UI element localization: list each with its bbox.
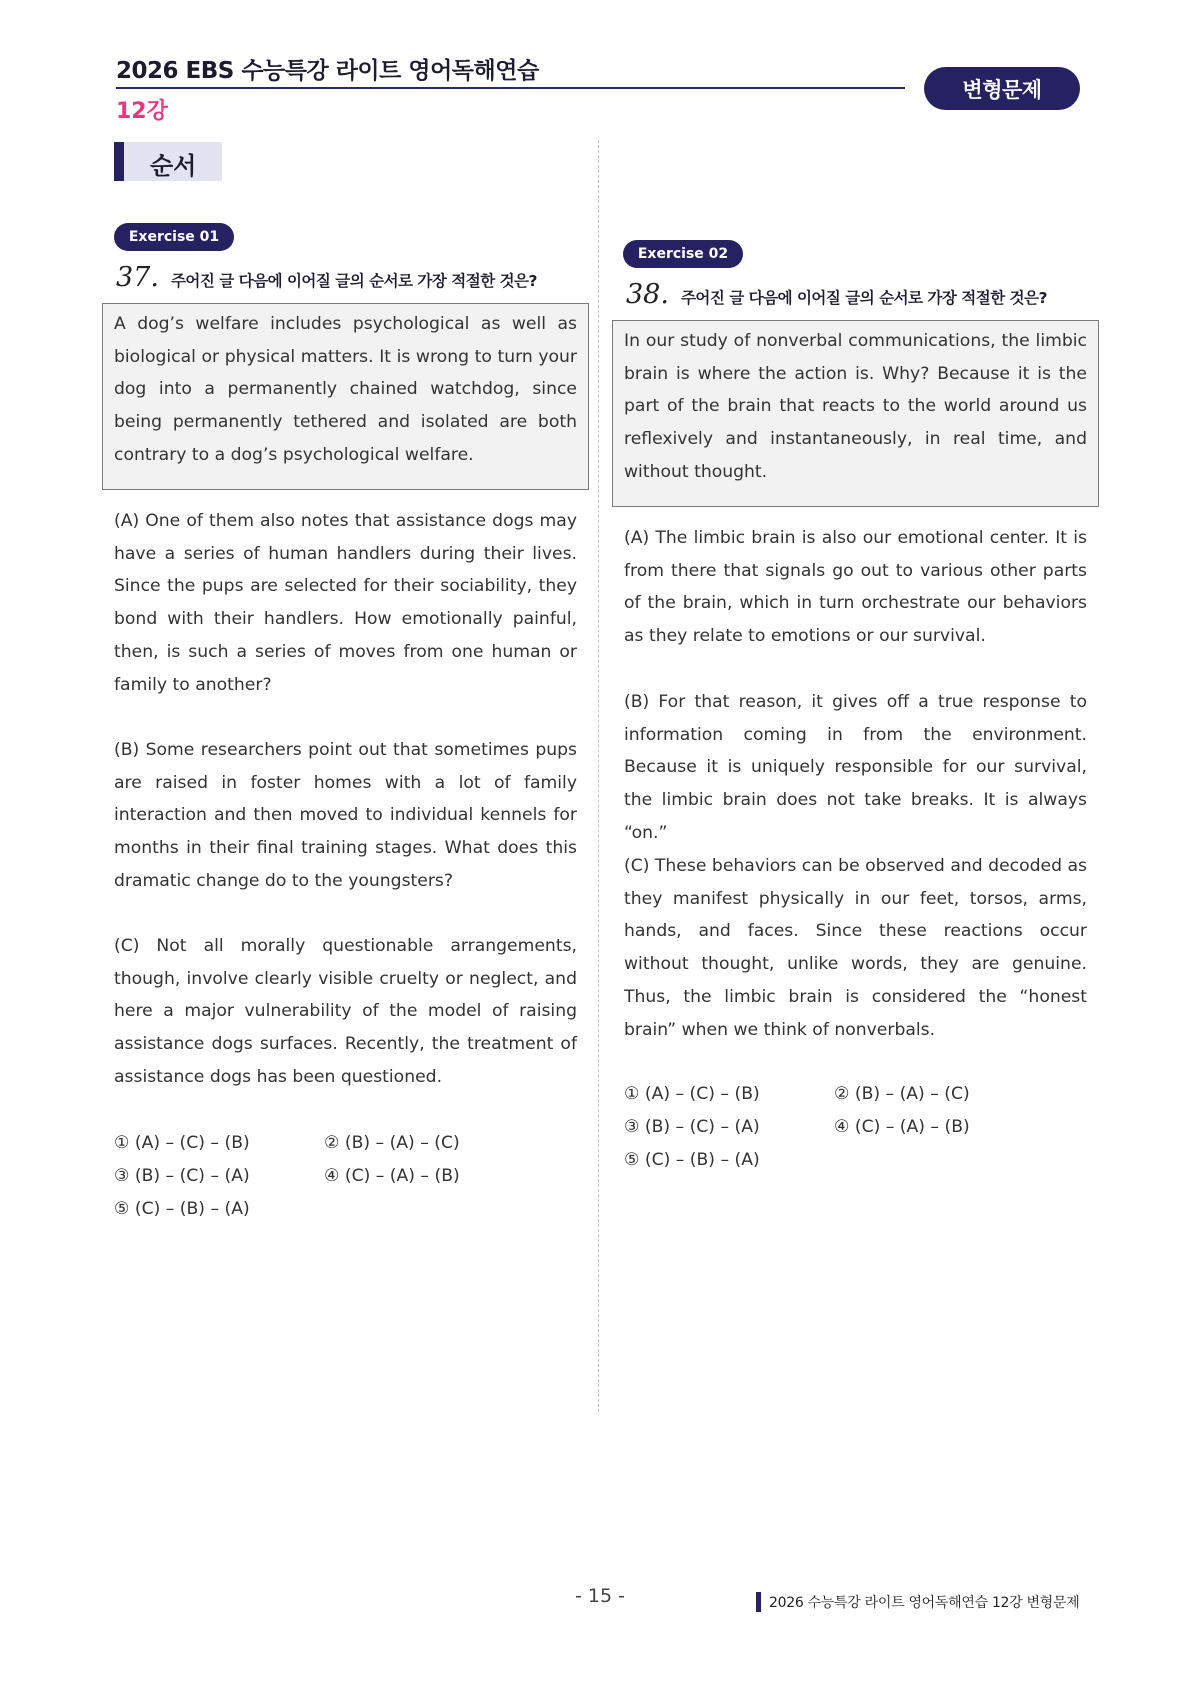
answer-choice[interactable]: ② (B) – (A) – (C)	[324, 1133, 460, 1154]
answer-choice[interactable]: ⑤ (C) – (B) – (A)	[114, 1198, 250, 1219]
answer-choice[interactable]: ③ (B) – (C) – (A)	[114, 1166, 250, 1187]
exercise-label: Exercise 02	[623, 240, 743, 268]
section-accent-bar	[114, 142, 124, 181]
passage-c	[624, 850, 1087, 1046]
header-divider	[116, 87, 905, 89]
passage-text: (C) Not all morally questionable arrangements, though, involve clearly visible cruelty or neglect, and here a major vulnerability of the model of raising assistance dogs surfaces. Recently, the treatment of assistance dogs has been questioned.	[114, 936, 577, 1087]
passage-b	[114, 734, 577, 898]
passage-b	[624, 686, 1087, 850]
answer-choice[interactable]: ① (A) – (C) – (B)	[624, 1084, 760, 1105]
question-header	[626, 279, 1047, 310]
footer-text: 2026 수능특강 라이트 영어독해연습 12강 변형문제	[769, 1595, 1080, 1611]
page-number: - 15 -	[575, 1585, 625, 1607]
given-passage: A dog’s welfare includes psychological as well as biological or physical matters. It is wrong to turn your dog into a permanently chained watchdog, since being permanently tethered and isolated are both contrary to a dog’s psychological welfare.	[114, 314, 577, 465]
passage-text: (C) These behaviors can be observed and decoded as they manifest physically in our feet, torsos, arms, hands, and faces. Since these reactions occur without thought, unlike words, they are genuine. Thus, the limbic brain is considered the “honest brain” when we think of nonverbals.	[624, 856, 1087, 1040]
passage-a	[114, 505, 577, 701]
given-passage: In our study of nonverbal communications, the limbic brain is where the action is. Why? Because it is the part of the brain that reacts to the world around us reflexively and instantaneously, in real time, and without thought.	[624, 331, 1087, 482]
question-text: 주어진 글 다음에 이어질 글의 순서로 가장 적절한 것은?	[170, 272, 538, 290]
given-passage-box	[102, 303, 589, 490]
answer-choice[interactable]: ① (A) – (C) – (B)	[114, 1133, 250, 1154]
answer-choices	[114, 1127, 534, 1225]
answer-choice[interactable]: ③ (B) – (C) – (A)	[624, 1117, 760, 1138]
section-heading	[114, 142, 222, 181]
question-header	[116, 262, 537, 293]
document-title: 2026 EBS 수능특강 라이트 영어독해연습	[116, 58, 539, 84]
passage-text: (B) Some researchers point out that sometimes pups are raised in foster homes with a lot of family interaction and then moved to individual kennels for months in their final training stages. What does this dramatic change do to the youngsters?	[114, 740, 577, 891]
answer-choice[interactable]: ④ (C) – (A) – (B)	[324, 1166, 460, 1187]
column-divider	[598, 140, 599, 1412]
answer-choice[interactable]: ⑤ (C) – (B) – (A)	[624, 1149, 760, 1170]
passage-text: (A) The limbic brain is also our emotional center. It is from there that signals go out to various other parts of the brain, which in turn orchestrate our behaviors as they relate to emotions or our survival.	[624, 528, 1087, 647]
section-title: 순서	[150, 152, 197, 180]
variant-badge: 변형문제	[924, 67, 1080, 110]
question-number: 37.	[116, 262, 159, 293]
question-text: 주어진 글 다음에 이어질 글의 순서로 가장 적절한 것은?	[680, 289, 1048, 307]
answer-choice[interactable]: ④ (C) – (A) – (B)	[834, 1117, 970, 1138]
passage-text: (B) For that reason, it gives off a true response to information coming in from the environment. Because it is uniquely responsible for our survival, the limbic brain does not take breaks. It is always “on.”	[624, 692, 1087, 843]
given-passage-box	[612, 320, 1099, 507]
footer	[756, 1592, 1079, 1612]
exercise-label: Exercise 01	[114, 223, 234, 251]
lecture-label: 12강	[116, 99, 168, 124]
answer-choices	[624, 1078, 1044, 1176]
answer-choice[interactable]: ② (B) – (A) – (C)	[834, 1084, 970, 1105]
passage-text: (A) One of them also notes that assistance dogs may have a series of human handlers during their lives. Since the pups are selected for their sociability, they bond with their handlers. How emotionally painful, then, is such a series of moves from one human or family to another?	[114, 511, 577, 695]
passage-c	[114, 930, 577, 1094]
passage-a	[624, 522, 1087, 653]
footer-accent-bar	[756, 1592, 761, 1612]
question-number: 38.	[626, 279, 669, 310]
